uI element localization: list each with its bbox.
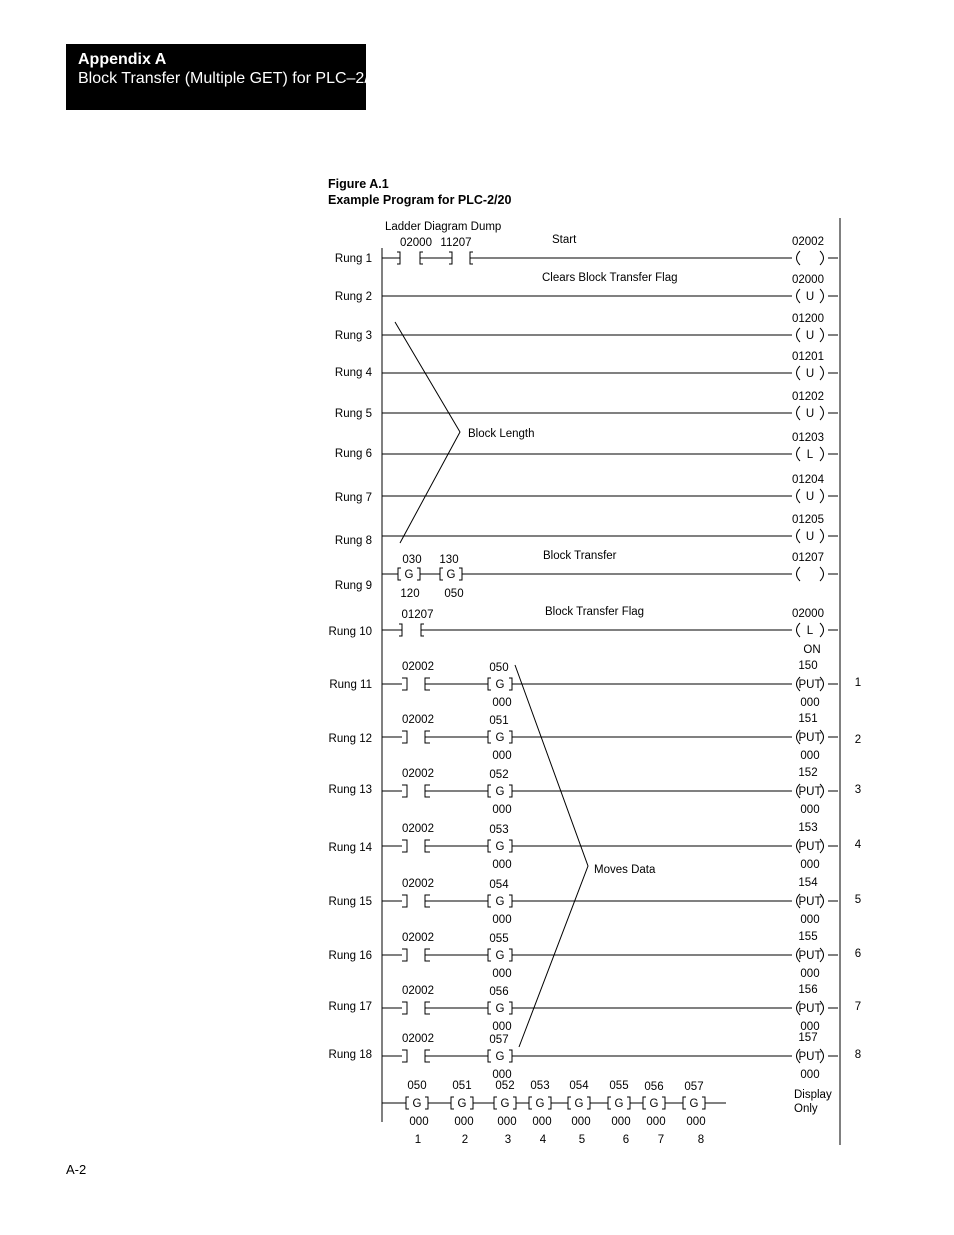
- display-get-bottom: 000: [686, 1116, 706, 1128]
- get-letter: G: [574, 1098, 584, 1110]
- contact-left-bracket: [402, 840, 407, 852]
- get-right-bracket: [425, 1097, 428, 1109]
- get-left-bracket: [568, 1097, 571, 1109]
- rung-number: 8: [854, 1049, 862, 1061]
- get-right-bracket: [509, 1002, 512, 1014]
- get-left-bracket: [529, 1097, 532, 1109]
- display-get-number: 7: [657, 1134, 665, 1146]
- rung-label: Rung 3: [334, 330, 372, 342]
- coil-right-paren: [820, 623, 824, 637]
- coil-type: U: [805, 291, 815, 303]
- moves-data-pointer: [515, 665, 588, 1047]
- output-address: 01201: [792, 351, 824, 363]
- get-right-bracket: [509, 840, 512, 852]
- get-letter: G: [412, 1098, 422, 1110]
- get-letter: G: [495, 1003, 505, 1015]
- rung-number: 6: [854, 948, 862, 960]
- get-letter: G: [495, 786, 505, 798]
- get-top-address: 051: [489, 715, 509, 727]
- get-top-address: 050: [489, 662, 509, 674]
- get-right-bracket: [470, 1097, 473, 1109]
- display-get-top: 054: [569, 1080, 589, 1092]
- contact-address: 01207: [401, 609, 434, 621]
- contact-left-bracket: [402, 895, 407, 907]
- get-right-bracket: [509, 1050, 512, 1062]
- rung-label: Rung 18: [328, 1049, 372, 1061]
- on-label: ON: [803, 644, 821, 656]
- block-length-label: Block Length: [468, 428, 535, 440]
- coil-type: L: [806, 449, 814, 461]
- rung-number: 2: [854, 734, 862, 746]
- get-letter: G: [500, 1098, 510, 1110]
- get-right-bracket: [548, 1097, 551, 1109]
- rung-number: 5: [854, 894, 862, 906]
- get-right-bracket: [702, 1097, 705, 1109]
- coil-right-paren: [820, 489, 824, 503]
- rung-label: Rung 7: [334, 492, 372, 504]
- get-right-bracket: [513, 1097, 516, 1109]
- put-address: 154: [798, 877, 818, 889]
- display-get-bottom: 000: [611, 1116, 631, 1128]
- coil-type: PUT: [798, 841, 822, 853]
- coil-right-paren: [820, 366, 824, 380]
- get-letter: G: [446, 569, 456, 581]
- get-left-bracket: [488, 1002, 491, 1014]
- display-get-top: 052: [495, 1080, 515, 1092]
- put-bottom-address: 000: [800, 914, 820, 926]
- put-bottom-address: 000: [800, 697, 820, 709]
- get-bottom-address: 000: [492, 859, 512, 871]
- put-address: 157: [798, 1032, 818, 1044]
- put-bottom-address: 000: [800, 859, 820, 871]
- page-number: A-2: [66, 1162, 87, 1177]
- get-top-address: 130: [439, 554, 459, 566]
- rung-label: Rung 14: [328, 842, 372, 854]
- coil-type: PUT: [798, 896, 822, 908]
- contact-address: 02002: [402, 714, 434, 726]
- get-bottom-address: 000: [492, 750, 512, 762]
- ladder-dump-label: Ladder Diagram Dump: [385, 221, 502, 233]
- get-left-bracket: [488, 840, 491, 852]
- contact-address: 02002: [402, 661, 434, 673]
- get-left-bracket: [488, 731, 491, 743]
- put-address: 152: [798, 767, 818, 779]
- get-right-bracket: [509, 895, 512, 907]
- output-address: 01207: [792, 552, 824, 564]
- contact-left-bracket: [402, 731, 407, 743]
- rung-label: Rung 16: [328, 950, 372, 962]
- put-bottom-address: 000: [800, 1069, 820, 1081]
- display-get-top: 056: [644, 1081, 664, 1093]
- output-address: 01203: [792, 432, 824, 444]
- rung-comment: Start: [552, 234, 577, 246]
- contact-address: 11207: [440, 237, 472, 249]
- appendix-title: Appendix A: [78, 51, 167, 68]
- get-letter: G: [535, 1098, 545, 1110]
- get-left-bracket: [494, 1097, 497, 1109]
- figure-title: Example Program for PLC-2/20: [328, 193, 512, 207]
- put-address: 156: [798, 984, 818, 996]
- output-address: 01202: [792, 391, 824, 403]
- get-left-bracket: [488, 895, 491, 907]
- coil-left-paren: [797, 489, 801, 503]
- get-left-bracket: [440, 568, 443, 580]
- get-letter: G: [495, 896, 505, 908]
- get-letter: G: [495, 950, 505, 962]
- get-bottom-address: 050: [444, 588, 464, 600]
- contact-address: 02002: [402, 985, 434, 997]
- get-top-address: 053: [489, 824, 509, 836]
- rung-number: 1: [854, 677, 862, 689]
- display-get-number: 8: [697, 1134, 705, 1146]
- rung-number: 3: [854, 784, 862, 796]
- display-get-number: 3: [504, 1134, 512, 1146]
- display-get-bottom: 000: [409, 1116, 429, 1128]
- get-left-bracket: [406, 1097, 409, 1109]
- get-right-bracket: [509, 731, 512, 743]
- rung-label: Rung 8: [334, 535, 372, 547]
- display-get-bottom: 000: [532, 1116, 552, 1128]
- display-get-top: 053: [530, 1080, 550, 1092]
- rung-label: Rung 10: [328, 626, 372, 638]
- contact-left-bracket: [402, 1050, 407, 1062]
- get-right-bracket: [587, 1097, 590, 1109]
- get-right-bracket: [509, 785, 512, 797]
- display-get-bottom: 000: [571, 1116, 591, 1128]
- get-bottom-address: 000: [492, 1069, 512, 1081]
- contact-address: 02002: [402, 932, 434, 944]
- get-top-address: 052: [489, 769, 509, 781]
- contact-left-bracket: [402, 949, 407, 961]
- coil-left-paren: [797, 623, 801, 637]
- rung-comment: Clears Block Transfer Flag: [542, 272, 678, 284]
- contact-left-bracket: [402, 1002, 407, 1014]
- display-get-top: 057: [684, 1081, 704, 1093]
- get-left-bracket: [643, 1097, 646, 1109]
- put-bottom-address: 000: [800, 968, 820, 980]
- display-get-bottom: 000: [454, 1116, 474, 1128]
- coil-right-paren: [820, 529, 824, 543]
- rung-label: Rung 4: [334, 367, 372, 379]
- contact-address: 02000: [400, 237, 432, 249]
- get-top-address: 054: [489, 879, 509, 891]
- display-get-number: 1: [414, 1134, 422, 1146]
- coil-left-paren: [797, 529, 801, 543]
- display-get-top: 055: [609, 1080, 629, 1092]
- get-letter: G: [457, 1098, 467, 1110]
- put-bottom-address: 000: [800, 1021, 820, 1033]
- coil-right-paren: [820, 406, 824, 420]
- get-left-bracket: [398, 568, 401, 580]
- coil-type: U: [805, 531, 815, 543]
- get-letter: G: [689, 1098, 699, 1110]
- get-letter: G: [495, 732, 505, 744]
- display-only-label: Display: [794, 1089, 832, 1101]
- get-left-bracket: [683, 1097, 686, 1109]
- contact-address: 02002: [402, 1033, 434, 1045]
- get-letter: G: [495, 679, 505, 691]
- display-get-top: 051: [452, 1080, 472, 1092]
- coil-left-paren: [797, 328, 801, 342]
- output-address: 01204: [792, 474, 824, 486]
- display-only-label: Only: [794, 1103, 818, 1115]
- rung-label: Rung 2: [334, 291, 372, 303]
- coil-right-paren: [820, 447, 824, 461]
- output-address: 01200: [792, 313, 824, 325]
- get-right-bracket: [459, 568, 462, 580]
- coil-type: U: [805, 491, 815, 503]
- rung-label: Rung 15: [328, 896, 372, 908]
- get-right-bracket: [509, 678, 512, 690]
- coil-right-paren: [820, 289, 824, 303]
- coil-type: U: [805, 368, 815, 380]
- get-top-address: 056: [489, 986, 509, 998]
- coil-right-paren: [820, 251, 824, 265]
- get-right-bracket: [627, 1097, 630, 1109]
- rung-comment: Block Transfer Flag: [545, 606, 645, 618]
- coil-left-paren: [797, 406, 801, 420]
- rung-label: Rung 9: [334, 580, 372, 592]
- get-letter: G: [614, 1098, 624, 1110]
- get-right-bracket: [417, 568, 420, 580]
- get-bottom-address: 000: [492, 1021, 512, 1033]
- coil-right-paren: [820, 328, 824, 342]
- get-bottom-address: 000: [492, 804, 512, 816]
- get-left-bracket: [488, 949, 491, 961]
- put-address: 150: [798, 660, 818, 672]
- coil-type: U: [805, 408, 815, 420]
- coil-left-paren: [797, 447, 801, 461]
- rung-label: Rung 13: [328, 784, 372, 796]
- rung-label: Rung 5: [334, 408, 372, 420]
- rung-comment: Block Transfer: [543, 550, 617, 562]
- put-bottom-address: 000: [800, 750, 820, 762]
- get-bottom-address: 120: [400, 588, 420, 600]
- appendix-subtitle: Block Transfer (Multiple GET) for PLC–2/2: [78, 70, 378, 87]
- display-get-bottom: 000: [646, 1116, 666, 1128]
- display-get-bottom: 000: [497, 1116, 517, 1128]
- get-letter: G: [495, 1051, 505, 1063]
- coil-left-paren: [797, 567, 801, 581]
- rung-label: Rung 6: [334, 448, 372, 460]
- get-letter: G: [404, 569, 414, 581]
- moves-data-label: Moves Data: [594, 864, 656, 876]
- output-address: 02002: [792, 236, 824, 248]
- output-address: 02000: [792, 608, 824, 620]
- coil-left-paren: [797, 251, 801, 265]
- get-top-address: 030: [402, 554, 422, 566]
- coil-type: PUT: [798, 950, 822, 962]
- get-bottom-address: 000: [492, 697, 512, 709]
- get-bottom-address: 000: [492, 968, 512, 980]
- put-bottom-address: 000: [800, 804, 820, 816]
- get-left-bracket: [488, 785, 491, 797]
- get-left-bracket: [488, 1050, 491, 1062]
- put-address: 153: [798, 822, 818, 834]
- coil-left-paren: [797, 366, 801, 380]
- rung-label: Rung 17: [328, 1001, 372, 1013]
- output-address: 02000: [792, 274, 824, 286]
- coil-type: PUT: [798, 732, 822, 744]
- put-address: 151: [798, 713, 818, 725]
- output-address: 01205: [792, 514, 824, 526]
- get-top-address: 057: [489, 1034, 509, 1046]
- rung-label: Rung 1: [334, 253, 372, 265]
- get-bottom-address: 000: [492, 914, 512, 926]
- get-letter: G: [649, 1098, 659, 1110]
- block-length-pointer: [395, 322, 460, 543]
- get-letter: G: [495, 841, 505, 853]
- coil-type: PUT: [798, 1003, 822, 1015]
- coil-type: PUT: [798, 1051, 822, 1063]
- get-left-bracket: [608, 1097, 611, 1109]
- contact-left-bracket: [402, 785, 407, 797]
- rung-number: 7: [854, 1001, 862, 1013]
- display-get-top: 050: [407, 1080, 427, 1092]
- coil-type: PUT: [798, 786, 822, 798]
- contact-address: 02002: [402, 768, 434, 780]
- coil-type: U: [805, 330, 815, 342]
- coil-right-paren: [820, 567, 824, 581]
- contact-address: 02002: [402, 823, 434, 835]
- rung-number: 4: [854, 839, 862, 851]
- rung-label: Rung 11: [329, 679, 372, 691]
- coil-left-paren: [797, 289, 801, 303]
- display-get-number: 6: [622, 1134, 630, 1146]
- figure-label: Figure A.1: [328, 177, 389, 191]
- rung-label: Rung 12: [328, 733, 372, 745]
- display-get-number: 5: [578, 1134, 586, 1146]
- get-right-bracket: [509, 949, 512, 961]
- contact-left-bracket: [402, 678, 407, 690]
- coil-type: PUT: [798, 679, 822, 691]
- get-top-address: 055: [489, 933, 509, 945]
- get-left-bracket: [451, 1097, 454, 1109]
- display-get-number: 4: [539, 1134, 547, 1146]
- put-address: 155: [798, 931, 818, 943]
- display-get-number: 2: [461, 1134, 469, 1146]
- get-left-bracket: [488, 678, 491, 690]
- contact-address: 02002: [402, 878, 434, 890]
- get-right-bracket: [662, 1097, 665, 1109]
- coil-type: L: [806, 625, 814, 637]
